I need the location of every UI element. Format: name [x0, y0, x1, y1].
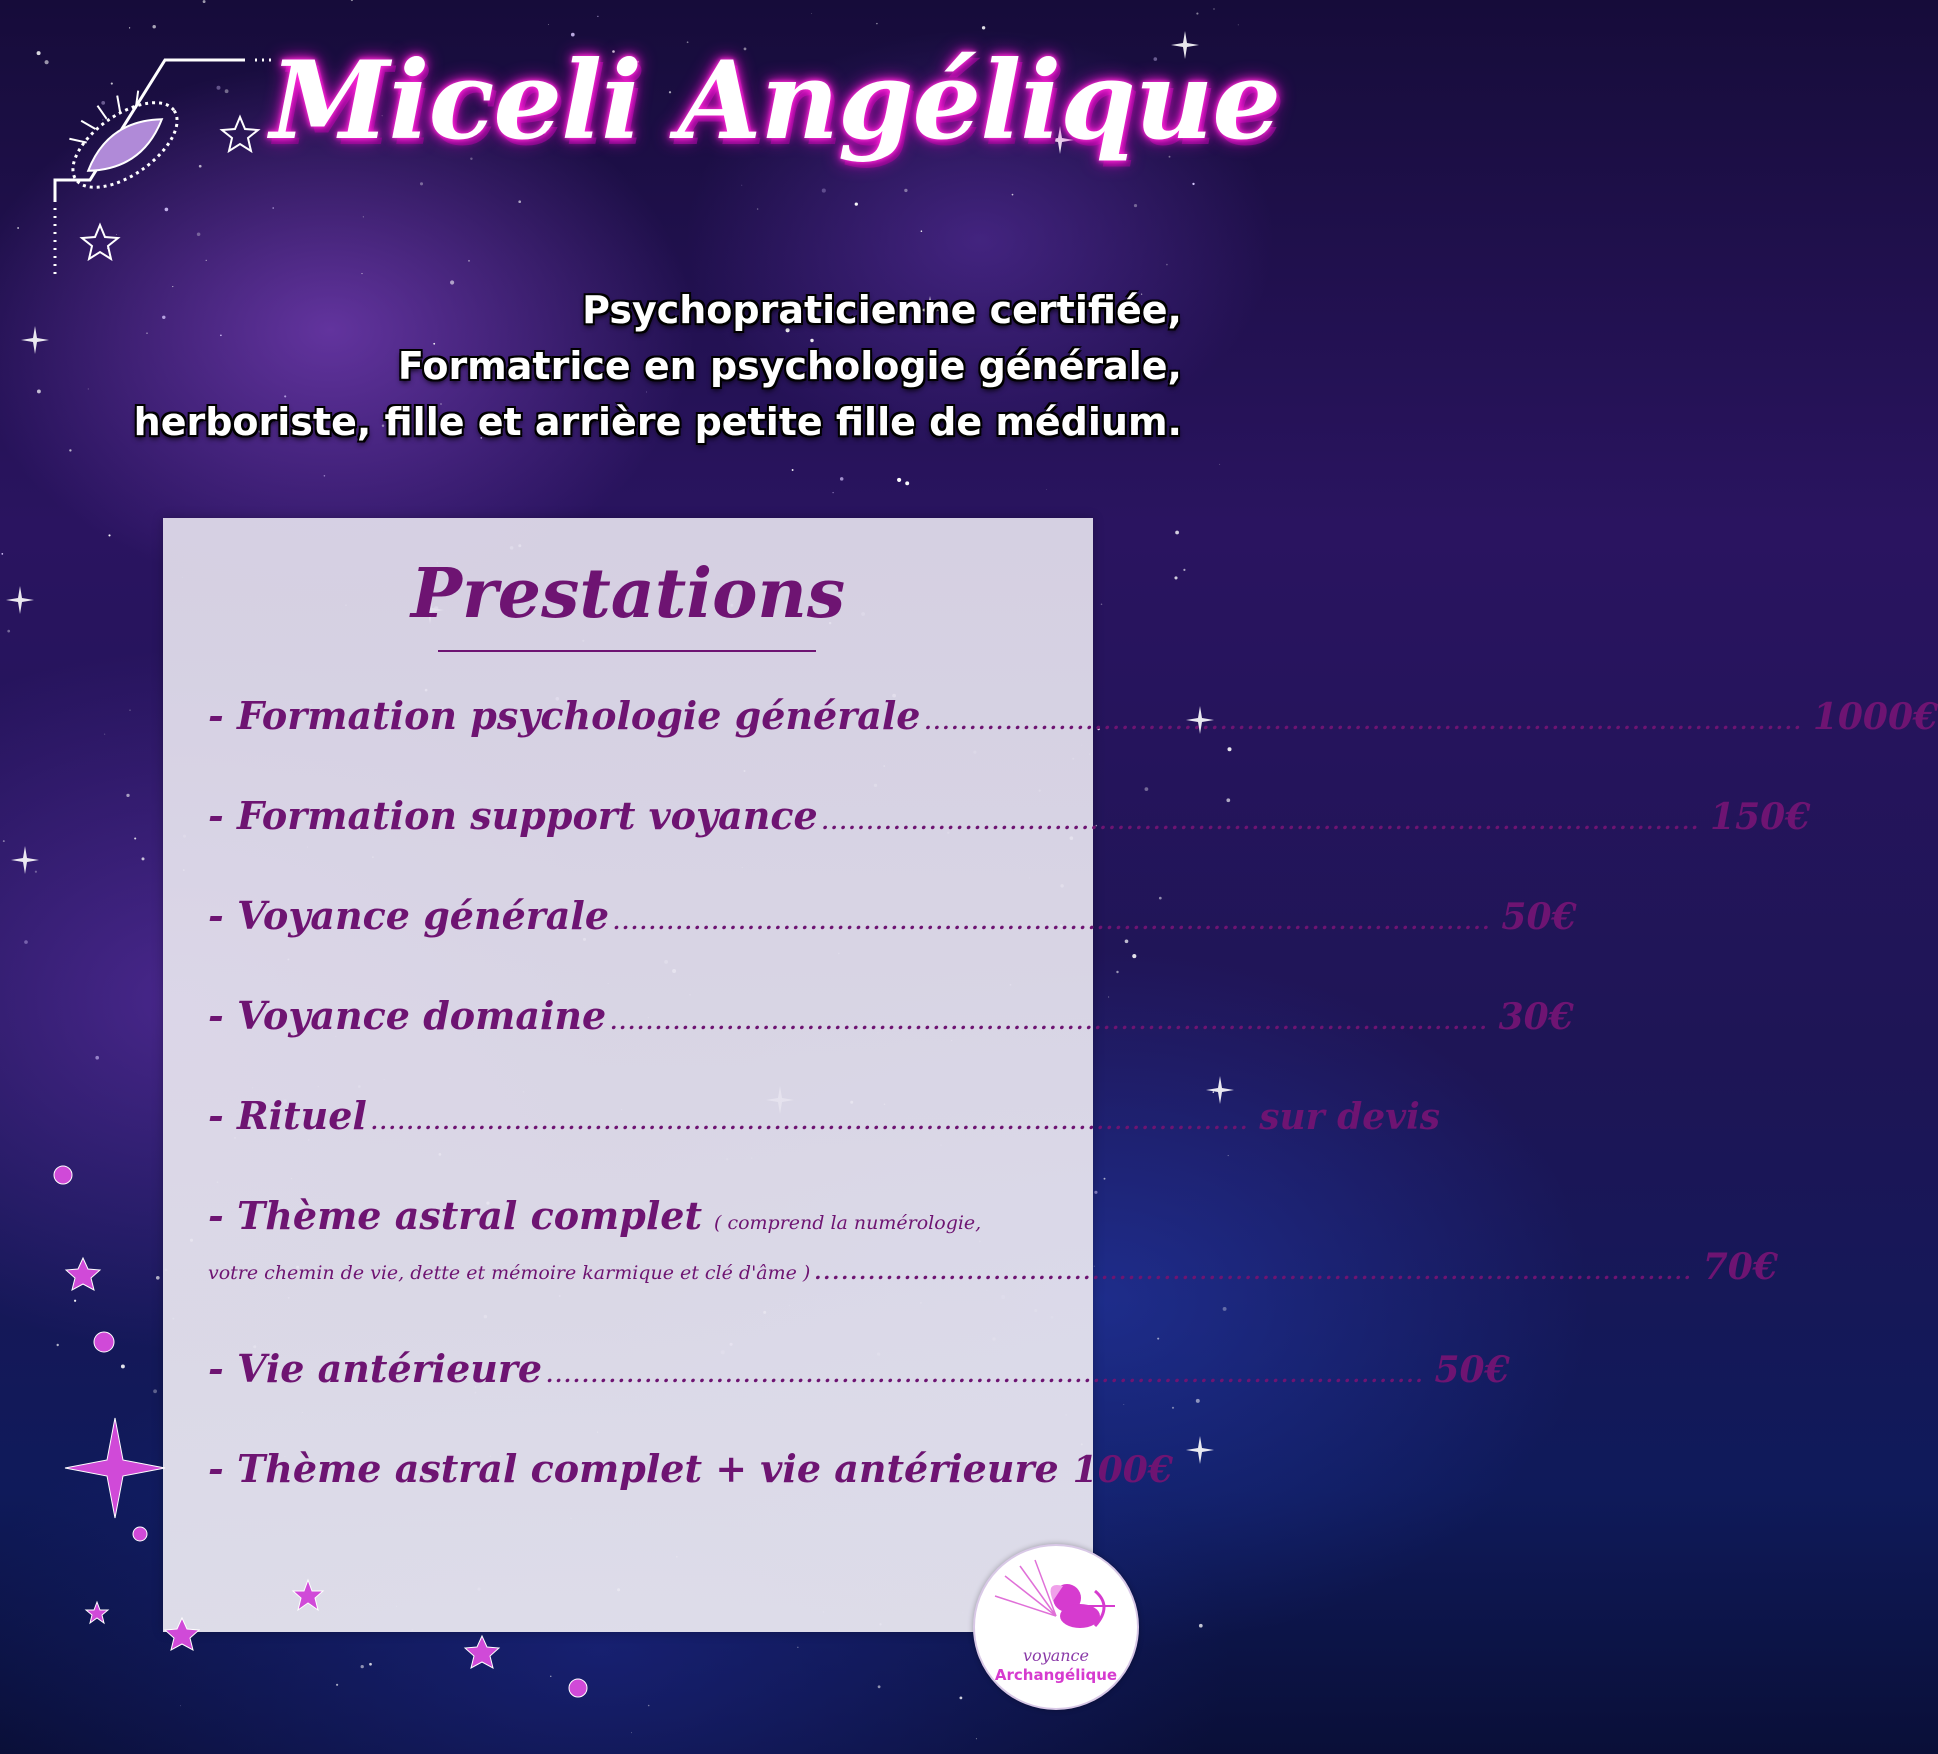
background-star [336, 1684, 338, 1686]
background-star [550, 1676, 551, 1677]
sparkle-icon [1206, 1076, 1234, 1104]
background-star [548, 24, 549, 25]
background-star [811, 13, 812, 14]
background-star [822, 189, 826, 193]
background-star [648, 1705, 650, 1707]
background-star [797, 1647, 798, 1648]
dot-leader: .................................................................................................. [370, 1110, 1250, 1134]
background-star [1183, 569, 1185, 571]
background-star [959, 1696, 962, 1699]
background-star [24, 940, 28, 944]
menu-item-continued [208, 1246, 1778, 1288]
dot-leader: .................................................................................................. [814, 1260, 1693, 1284]
background-star [369, 1663, 372, 1666]
menu-item [208, 993, 1574, 1038]
background-star [203, 0, 206, 3]
subtitle [42, 282, 1182, 450]
background-star [757, 208, 759, 210]
background-star [95, 1056, 99, 1060]
background-star [57, 1344, 59, 1346]
background-star [1101, 603, 1103, 605]
menu-item-label: - Formation psychologie générale [208, 693, 921, 738]
background-star [792, 469, 794, 471]
background-star [1123, 1404, 1124, 1405]
background-star [1196, 1399, 1200, 1403]
menu-item-price: sur devis [1259, 1096, 1441, 1138]
background-star [1046, 489, 1047, 490]
background-star [129, 710, 130, 711]
background-star [631, 1732, 632, 1733]
page-title: Miceli Angélique [270, 38, 1281, 164]
menu-item-price: 150€ [1710, 796, 1811, 838]
background-star [1192, 183, 1194, 185]
background-star [361, 1665, 364, 1668]
background-star [904, 189, 907, 192]
background-star [1125, 939, 1129, 943]
background-star [1199, 1624, 1203, 1628]
background-star [361, 273, 362, 274]
background-star [876, 23, 877, 24]
background-star [1132, 954, 1136, 958]
background-star [905, 481, 909, 485]
background-star [1196, 13, 1198, 15]
background-star [35, 871, 37, 873]
background-star [855, 202, 858, 205]
background-star [1213, 1091, 1215, 1093]
subtitle-line-3: herboriste, fille et arrière petite fille de médium. [133, 400, 1182, 444]
menu-item-price: 70€ [1702, 1246, 1778, 1288]
menu-item [208, 1093, 1441, 1138]
background-star [108, 534, 110, 536]
background-star [156, 1276, 160, 1280]
background-star [1172, 1407, 1174, 1409]
background-star [518, 200, 521, 203]
background-star [1094, 1191, 1097, 1194]
background-star [1145, 787, 1149, 791]
card-title: Prestations [410, 554, 846, 634]
background-star [878, 1685, 881, 1688]
background-star [1108, 997, 1109, 998]
menu-item [208, 693, 1938, 738]
background-star [180, 1705, 181, 1706]
menu-item-label: - Formation support voyance [208, 793, 818, 838]
menu-item [208, 1446, 1173, 1491]
background-star [1104, 1178, 1106, 1180]
menu-item-label: - Rituel [208, 1093, 367, 1138]
background-star [1166, 264, 1168, 266]
subtitle-line-1: Psychopraticienne certifiée, [582, 288, 1182, 332]
background-star [152, 25, 155, 28]
menu-item-label: - Voyance domaine [208, 993, 607, 1038]
background-star [363, 216, 364, 217]
menu-item-label: - Thème astral complet + vie antérieure [208, 1446, 1059, 1491]
brand-logo [973, 1544, 1139, 1710]
background-star [840, 477, 844, 481]
background-star [571, 33, 575, 37]
logo-text-voyance: voyance [1023, 1646, 1089, 1665]
menu-item-label: - Thème astral complet [208, 1193, 702, 1238]
background-star [142, 857, 145, 860]
subtitle-line-2: Formatrice en psychologie générale, [397, 344, 1182, 388]
background-star [1012, 194, 1014, 196]
title-underline [438, 650, 816, 652]
cupid-icon [975, 1546, 1137, 1646]
background-star [1238, 25, 1239, 26]
background-star [134, 837, 136, 839]
background-star [37, 51, 41, 55]
sparkle-icon [1186, 1436, 1214, 1464]
dot-leader: .................................................................................................. [613, 910, 1492, 934]
background-star [1116, 971, 1118, 973]
background-star [832, 492, 833, 493]
background-star [1159, 897, 1162, 900]
dot-leader: .................................................................................................. [546, 1363, 1425, 1387]
dot-leader: .................................................................................................. [924, 710, 1803, 734]
background-star [976, 1738, 977, 1739]
background-star [351, 0, 353, 1]
menu-item-label: - Vie antérieure [208, 1346, 543, 1391]
background-star [17, 227, 19, 229]
background-star [468, 260, 470, 262]
background-star [741, 185, 742, 186]
background-star [597, 16, 598, 17]
menu-item [208, 893, 1577, 938]
background-star [74, 1300, 76, 1302]
sparkle-icon [11, 846, 39, 874]
background-star [1, 553, 3, 555]
menu-item [208, 793, 1811, 838]
dot-leader: .................................................................................................. [821, 810, 1701, 834]
menu-item-label: - Voyance générale [208, 893, 610, 938]
background-star [921, 230, 923, 232]
menu-item-note-2: votre chemin de vie, dette et mémoire karmique et clé d'âme ) [208, 1262, 811, 1284]
price-card [163, 518, 1938, 1632]
background-star [1228, 1155, 1229, 1156]
menu-item-price: 100€ [1072, 1449, 1173, 1491]
background-star [3, 840, 5, 842]
menu-item [208, 1346, 1510, 1391]
background-star [982, 26, 985, 29]
background-star [1219, 464, 1220, 465]
background-star [897, 478, 901, 482]
background-star [7, 630, 10, 633]
menu-item [208, 1193, 1078, 1238]
menu-item-price: 50€ [1501, 896, 1577, 938]
menu-item-price: 1000€ [1812, 696, 1938, 738]
background-star [129, 27, 130, 28]
menu-item-note: ( comprend la numérologie, [714, 1212, 982, 1234]
background-star [1226, 798, 1230, 802]
sparkle-icon [6, 586, 34, 614]
sun-eye-ornament-icon [45, 45, 275, 305]
background-star [1134, 204, 1137, 207]
menu-item-price: 50€ [1434, 1349, 1510, 1391]
background-star [1214, 9, 1215, 10]
background-star [104, 734, 105, 735]
background-star [420, 182, 423, 185]
background-star [1223, 1307, 1227, 1311]
background-star [121, 1364, 125, 1368]
background-star [1174, 576, 1177, 579]
background-star [153, 1389, 157, 1393]
menu-item-price: 30€ [1498, 996, 1574, 1038]
dot-leader: .................................................................................................. [610, 1010, 1489, 1034]
background-star [1175, 531, 1179, 535]
background-star [126, 794, 129, 797]
background-star [1157, 1338, 1159, 1340]
background-star [324, 475, 326, 477]
background-star [37, 389, 41, 393]
background-star [1227, 747, 1231, 751]
logo-text-archangelique: Archangélique [994, 1666, 1118, 1684]
